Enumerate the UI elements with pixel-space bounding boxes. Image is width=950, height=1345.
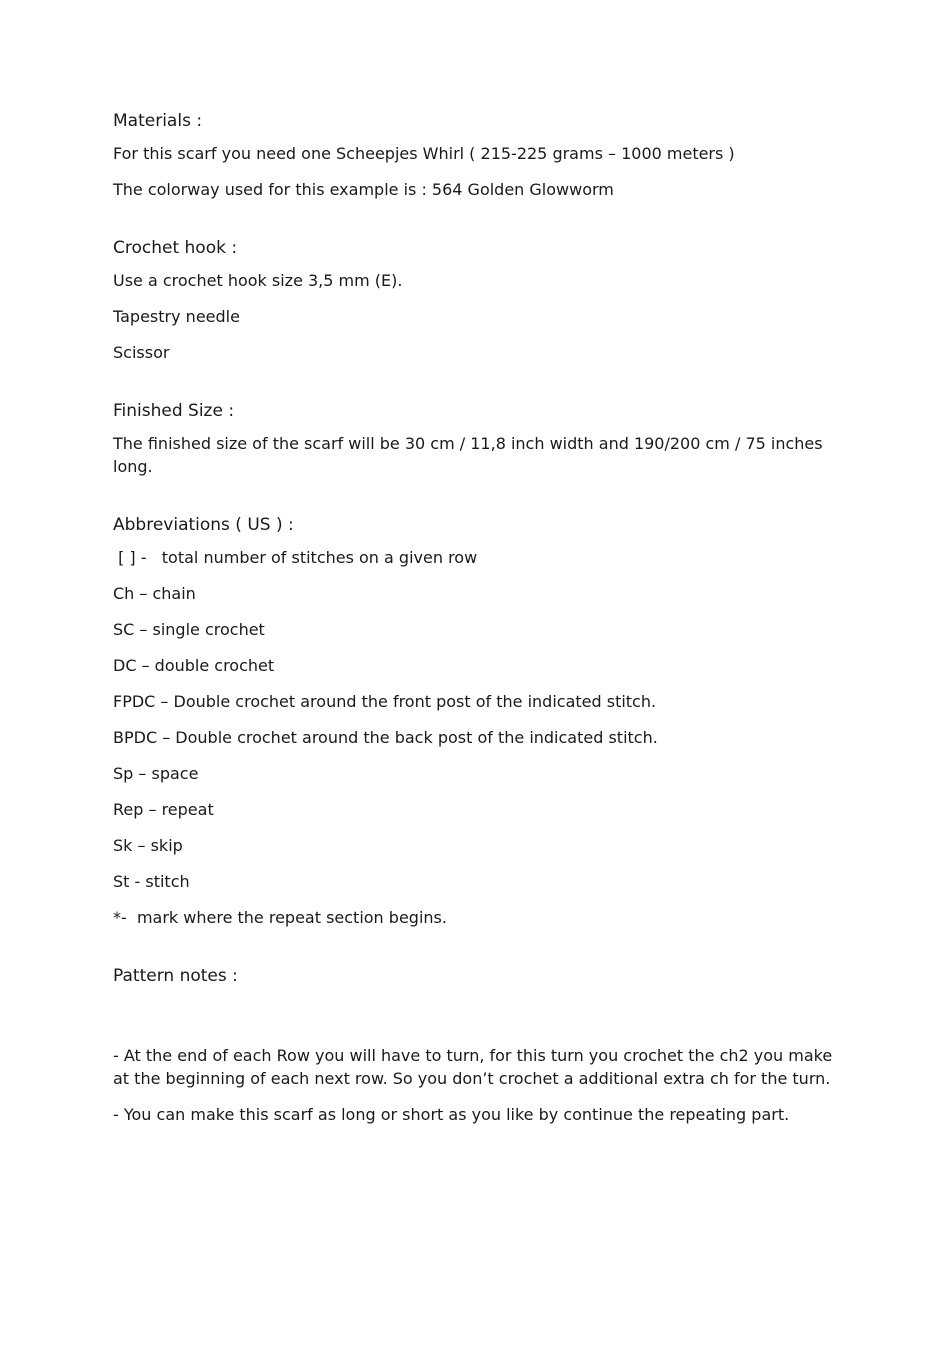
abbreviation-ch: Ch – chain [113, 584, 196, 603]
materials-line-yarn: For this scarf you need one Scheepjes Whirl ( 215-225 grams – 1000 meters ) [113, 144, 735, 163]
abbreviation-fpdc: FPDC – Double crochet around the front post of the indicated stitch. [113, 692, 657, 711]
pattern-note-length: - You can make this scarf as long or short as you like by continue the repeating part. [113, 1105, 790, 1124]
abbreviation-dc: DC – double crochet [113, 656, 275, 675]
abbreviation-sp: Sp – space [113, 764, 199, 783]
document-content [113, 108, 833, 1139]
abbreviation-brackets: [ ] - total number of stitches on a given row [113, 548, 478, 567]
abbreviations-heading: Abbreviations ( US ) : [113, 515, 294, 535]
pattern-notes-heading: Pattern notes : [113, 966, 238, 986]
tapestry-needle: Tapestry needle [113, 307, 240, 326]
crochet-hook-size: Use a crochet hook size 3,5 mm (E). [113, 271, 403, 290]
materials-heading: Materials : [113, 111, 203, 131]
finished-size-heading: Finished Size : [113, 401, 235, 421]
finished-size-text: The finished size of the scarf will be 30 cm / 11,8 inch width and 190/200 cm / 75 inches long. [113, 434, 823, 476]
abbreviation-sk: Sk – skip [113, 836, 183, 855]
abbreviation-asterisk: *- mark where the repeat section begins. [113, 908, 447, 927]
abbreviation-bpdc: BPDC – Double crochet around the back post of the indicated stitch. [113, 728, 658, 747]
abbreviation-rep: Rep – repeat [113, 800, 214, 819]
pattern-note-turn: - At the end of each Row you will have to turn, for this turn you crochet the ch2 you make at the beginning of each next row. So you don’t crochet a additional extra ch for the turn. [113, 1046, 833, 1088]
crochet-hook-heading: Crochet hook : [113, 238, 238, 258]
abbreviation-sc: SC – single crochet [113, 620, 265, 639]
scissor: Scissor [113, 343, 170, 362]
materials-line-colorway: The colorway used for this example is : 564 Golden Glowworm [113, 180, 614, 199]
abbreviation-st: St - stitch [113, 872, 190, 891]
